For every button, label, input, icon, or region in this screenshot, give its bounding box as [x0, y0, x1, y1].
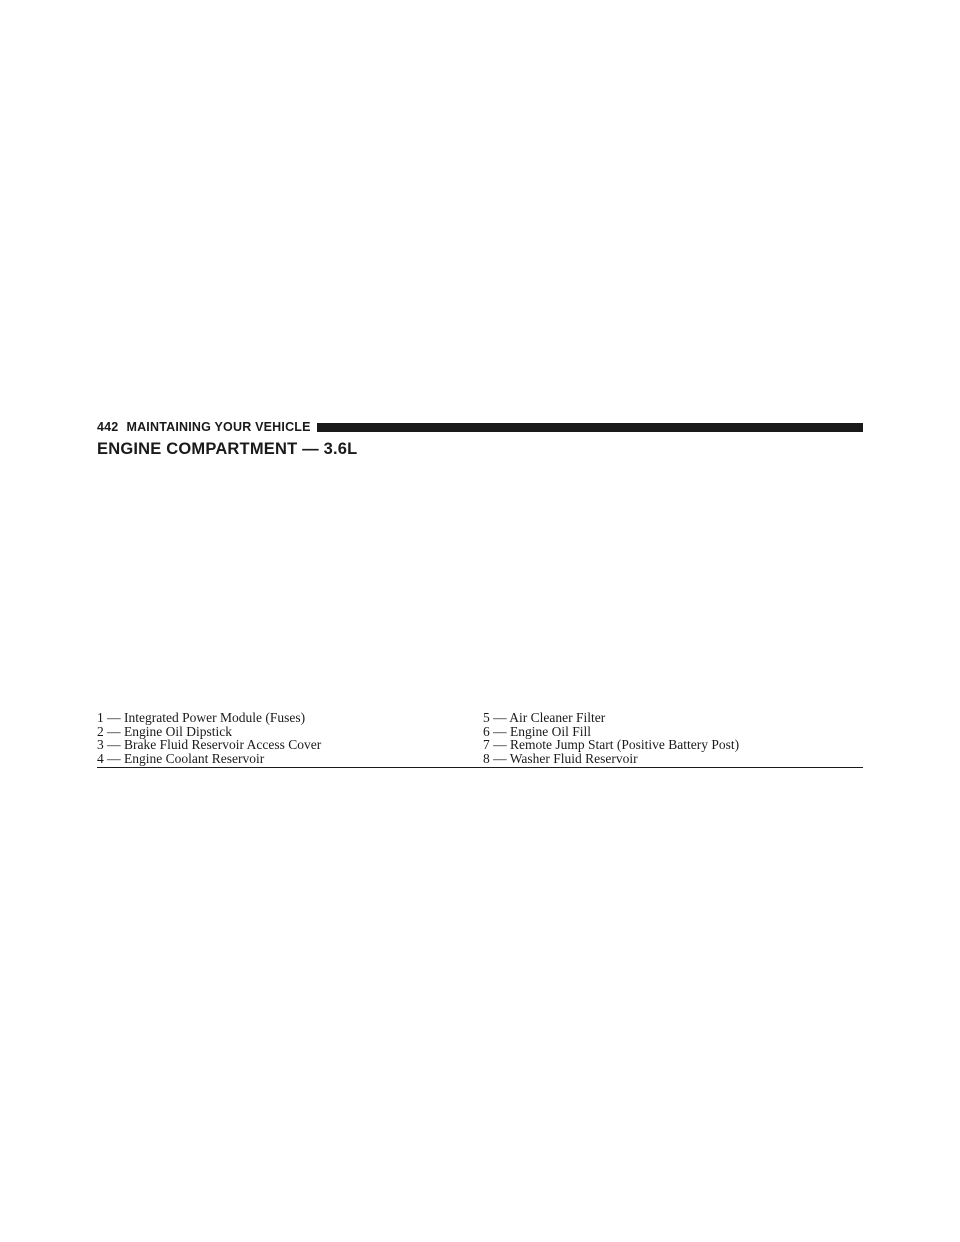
legend-item: 3 — Brake Fluid Reservoir Access Cover: [97, 737, 322, 753]
page-title: ENGINE COMPARTMENT — 3.6L: [97, 440, 358, 458]
page-number: 442: [97, 420, 119, 434]
engine-compartment-figure-area: [97, 470, 863, 706]
legend-item: 1 — Integrated Power Module (Fuses): [97, 710, 306, 725]
section-label: MAINTAINING YOUR VEHICLE: [126, 420, 311, 434]
legend-item: 2 — Engine Oil Dipstick: [97, 723, 232, 739]
running-header: [97, 418, 863, 436]
legend-column-right: [483, 711, 863, 765]
legend-item: 4 — Engine Coolant Reservoir: [97, 750, 265, 766]
legend-item: 6 — Engine Oil Fill: [483, 723, 591, 739]
header-rule: [317, 423, 863, 432]
figure-legend: [97, 711, 863, 768]
legend-item: 8 — Washer Fluid Reservoir: [483, 750, 638, 766]
legend-item: 5 — Air Cleaner Filter: [483, 710, 606, 725]
legend-item: 7 — Remote Jump Start (Positive Battery Post): [483, 737, 740, 753]
legend-column-left: [97, 711, 483, 765]
